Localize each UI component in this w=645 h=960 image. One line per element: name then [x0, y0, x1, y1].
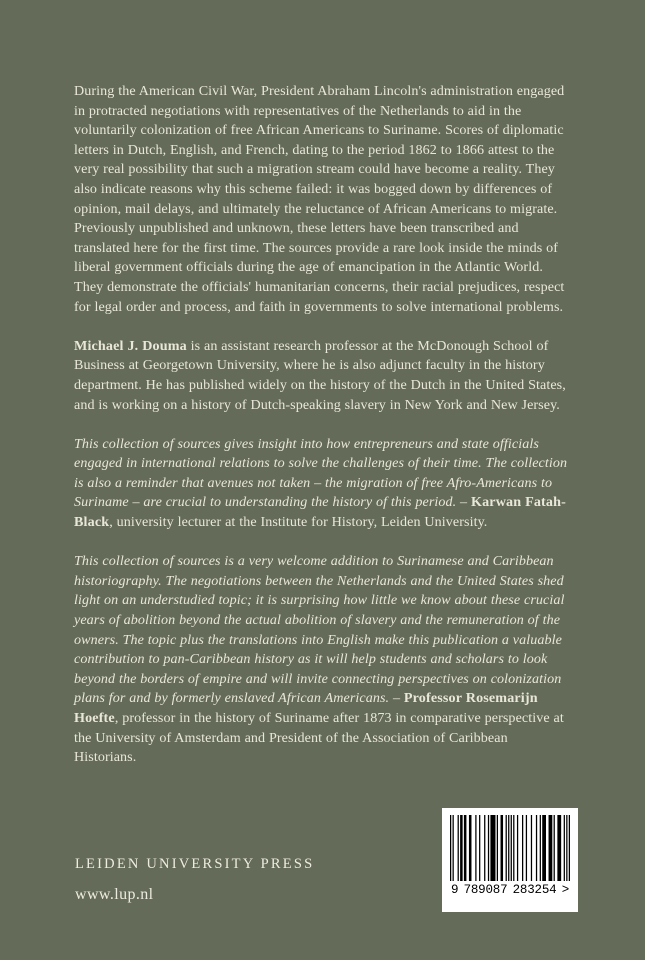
- summary-paragraph-1: During the American Civil War, President Abraham Lincoln's administration engaged in protracted negotiations with representatives of the Netherlands to aid in the voluntarily colonization of free African Americans to Suriname. Scores of diplomatic letters in Dutch, English, and French, dating to the period 1862 to 1866 attest to the very real possibility that such a migration stream could have become a reality. They also indicate reasons why this scheme failed: it was bogged down by differences of opinion, mail delays, and ultimately the reluctance of African Americans to migrate.: [74, 83, 565, 217]
- author-bio-text: is an assistant research professor at the McDonough School of Business at Georgetown University, where he is also adjunct faculty in the history department. He has published widely on the history of the Dutch in the United States, and is working on a history of Dutch-speaking slavery in New York and New Jersey.: [74, 337, 566, 413]
- author-bio-paragraph: [74, 337, 572, 415]
- author-name: Michael J. Douma: [74, 337, 187, 354]
- barcode-group-2: 283254: [512, 883, 557, 897]
- barcode-left-digit: 9: [451, 883, 459, 897]
- barcode-digits: [450, 881, 570, 897]
- barcode-bars: [450, 815, 570, 881]
- publisher-imprint: [75, 855, 314, 905]
- barcode-group-1: 789087: [463, 883, 508, 897]
- endorsement-1-quote: This collection of sources gives insight into how entrepreneurs and state officials engaged in international relations to solve the challenges of their time. The collection is also a reminder that avenues not taken – the migration of free Afro-Americans to Suriname – are crucial to understanding the history of this period. –: [74, 435, 568, 511]
- isbn-barcode: [442, 808, 578, 912]
- endorsement-2-affiliation: , professor in the history of Suriname after 1873 in comparative perspective at the University of Amsterdam and President of the Association of Caribbean Historians.: [74, 710, 564, 766]
- publisher-website: www.lup.nl: [75, 886, 154, 903]
- back-cover-copy: [74, 82, 572, 768]
- endorsement-2: [74, 552, 572, 768]
- endorsement-1-name: Karwan Fatah-Black: [74, 494, 566, 531]
- barcode-suffix: >: [561, 883, 569, 897]
- endorsement-2-quote: This collection of sources is a very welcome addition to Surinamese and Caribbean historiography. The negotiations between the Netherlands and the United States shed light on an understudied topic; it is surprising how little we know about these crucial years of abolition beyond the actual abolition of slavery and the remuneration of the owners. The topic plus the translations into English make this publication a valuable contribution to pan-Caribbean history as it will help students and scholars to look beyond the borders of empire and will invite connecting perspectives on colonization plans for and by formerly enslaved African Americans. –: [74, 553, 565, 707]
- endorsement-1: [74, 435, 572, 533]
- publisher-name: LEIDEN UNIVERSITY PRESS: [75, 856, 315, 872]
- endorsement-2-name: Professor Rosemarijn Hoefte: [74, 690, 538, 726]
- summary-paragraph-2: Previously unpublished and unknown, these letters have been transcribed and translated here for the first time. The sources provide a rare look inside the minds of liberal government officials during the age of emancipation in the Atlantic World. They demonstrate the officials' humanitarian concerns, their racial prejudices, respect for legal order and process, and faith in governments to solve international problems.: [74, 220, 565, 315]
- endorsement-1-affiliation: , university lecturer at the Institute for History, Leiden University.: [109, 514, 488, 531]
